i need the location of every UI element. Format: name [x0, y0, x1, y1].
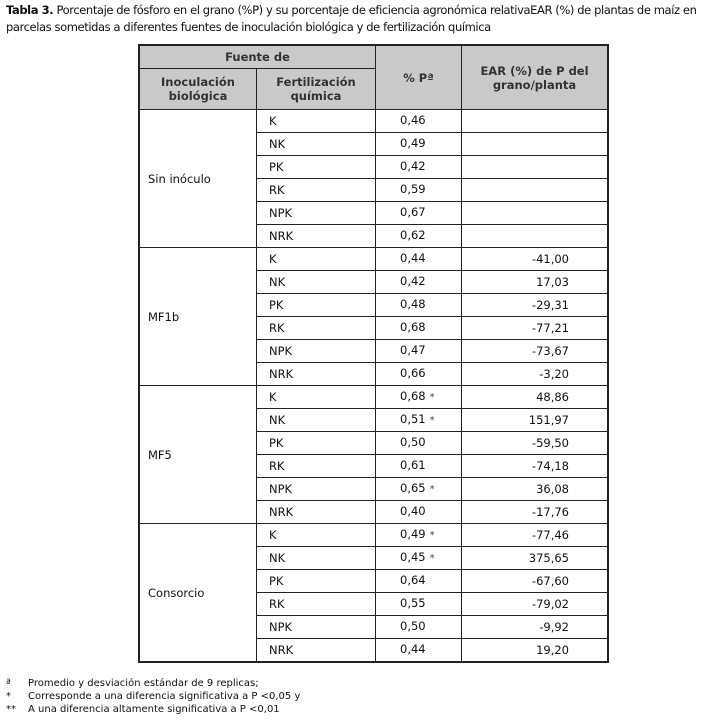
fertilizacion-cell: NPK: [257, 478, 376, 501]
ear-cell: -17,76: [462, 501, 609, 524]
ear-cell: -79,02: [462, 593, 609, 616]
p-value: 0,51: [400, 412, 426, 426]
p-value: 0,68: [400, 389, 426, 403]
header-ear: EAR (%) de P del grano/planta: [462, 45, 609, 110]
fertilizacion-cell: RK: [257, 593, 376, 616]
p-value: 0,68: [400, 320, 426, 334]
p-value: 0,67: [400, 205, 426, 219]
p-value: 0,44: [400, 251, 426, 265]
fertilizacion-cell: K: [257, 386, 376, 409]
p-value: 0,42: [400, 159, 426, 173]
p-value: 0,66: [400, 366, 426, 380]
header-p: % Pª: [376, 45, 462, 110]
footnote-symbol: **: [6, 704, 16, 715]
p-cell: [376, 133, 462, 156]
data-table: [138, 44, 609, 663]
footnote-symbol: ª: [6, 678, 11, 689]
p-value: 0,65: [400, 481, 426, 495]
fertilizacion-cell: NK: [257, 133, 376, 156]
group-name: Consorcio: [139, 524, 257, 663]
fertilizacion-cell: NRK: [257, 639, 376, 663]
p-value: 0,61: [400, 458, 426, 472]
p-cell: [376, 110, 462, 133]
p-cell: [376, 478, 462, 501]
fertilizacion-cell: RK: [257, 317, 376, 340]
p-value: 0,62: [400, 228, 426, 242]
ear-cell: [462, 202, 609, 225]
footnote-text: A una diferencia altamente significativa a P <0,01: [28, 704, 280, 715]
fertilizacion-cell: NRK: [257, 363, 376, 386]
ear-cell: 151,97: [462, 409, 609, 432]
ear-cell: -77,46: [462, 524, 609, 547]
ear-cell: -59,50: [462, 432, 609, 455]
table-row: [139, 110, 608, 133]
p-cell: [376, 271, 462, 294]
p-cell: [376, 294, 462, 317]
ear-cell: [462, 225, 609, 248]
p-value: 0,59: [400, 182, 426, 196]
fertilizacion-cell: PK: [257, 294, 376, 317]
footnote: [6, 703, 709, 716]
p-value: 0,49: [400, 136, 426, 150]
fertilizacion-cell: K: [257, 248, 376, 271]
p-value: 0,45: [400, 550, 426, 564]
ear-cell: 36,08: [462, 478, 609, 501]
ear-cell: [462, 110, 609, 133]
footnotes: [6, 677, 709, 716]
footnote-text: Corresponde a una diferencia significativa a P <0,05 y: [28, 691, 301, 702]
group-name: MF1b: [139, 248, 257, 386]
fertilizacion-cell: PK: [257, 570, 376, 593]
p-cell: [376, 455, 462, 478]
significance-mark: *: [429, 415, 435, 426]
fertilizacion-cell: NK: [257, 547, 376, 570]
fertilizacion-cell: K: [257, 110, 376, 133]
fertilizacion-cell: RK: [257, 455, 376, 478]
p-cell: [376, 432, 462, 455]
p-cell: [376, 156, 462, 179]
ear-cell: [462, 156, 609, 179]
p-cell: [376, 409, 462, 432]
p-value: 0,48: [400, 297, 426, 311]
p-value: 0,64: [400, 573, 426, 587]
significance-mark: *: [429, 484, 435, 495]
p-cell: [376, 501, 462, 524]
ear-cell: 48,86: [462, 386, 609, 409]
fertilizacion-cell: K: [257, 524, 376, 547]
fertilizacion-cell: NPK: [257, 616, 376, 639]
fertilizacion-cell: NK: [257, 271, 376, 294]
header-fuente: Fuente de: [139, 45, 376, 69]
fertilizacion-cell: NRK: [257, 501, 376, 524]
p-cell: [376, 639, 462, 663]
table-row: [139, 386, 608, 409]
ear-cell: -67,60: [462, 570, 609, 593]
p-cell: [376, 202, 462, 225]
p-value: 0,47: [400, 343, 426, 357]
footnote-text: Promedio y desviación estándar de 9 replicas;: [28, 678, 259, 689]
p-value: 0,46: [400, 113, 426, 127]
group-name: MF5: [139, 386, 257, 524]
ear-cell: 375,65: [462, 547, 609, 570]
ear-cell: -73,67: [462, 340, 609, 363]
fertilizacion-cell: NPK: [257, 202, 376, 225]
p-value: 0,50: [400, 435, 426, 449]
table-row: [139, 524, 608, 547]
fertilizacion-cell: NRK: [257, 225, 376, 248]
p-cell: [376, 340, 462, 363]
table-row: [139, 248, 608, 271]
p-cell: [376, 225, 462, 248]
p-cell: [376, 616, 462, 639]
significance-mark: *: [429, 553, 435, 564]
caption-label: Tabla 3.: [6, 3, 54, 17]
ear-cell: [462, 179, 609, 202]
ear-cell: -9,92: [462, 616, 609, 639]
ear-cell: 19,20: [462, 639, 609, 663]
fertilizacion-cell: PK: [257, 156, 376, 179]
p-value: 0,50: [400, 619, 426, 633]
ear-cell: -77,21: [462, 317, 609, 340]
fertilizacion-cell: RK: [257, 179, 376, 202]
p-cell: [376, 363, 462, 386]
significance-mark: *: [429, 530, 435, 541]
p-cell: [376, 547, 462, 570]
p-cell: [376, 386, 462, 409]
p-value: 0,42: [400, 274, 426, 288]
ear-cell: -29,31: [462, 294, 609, 317]
p-cell: [376, 570, 462, 593]
ear-cell: [462, 133, 609, 156]
fertilizacion-cell: NPK: [257, 340, 376, 363]
ear-cell: -74,18: [462, 455, 609, 478]
p-value: 0,44: [400, 642, 426, 656]
significance-mark: *: [429, 392, 435, 403]
ear-cell: 17,03: [462, 271, 609, 294]
ear-cell: -3,20: [462, 363, 609, 386]
group-name: Sin inóculo: [139, 110, 257, 248]
p-cell: [376, 248, 462, 271]
p-value: 0,49: [400, 527, 426, 541]
fertilizacion-cell: PK: [257, 432, 376, 455]
footnote: [6, 677, 709, 690]
header-inoculacion: Inoculación biológica: [139, 69, 257, 110]
p-value: 0,55: [400, 596, 426, 610]
header-fertilizacion: Fertilización química: [257, 69, 376, 110]
p-cell: [376, 593, 462, 616]
table-caption: [6, 2, 705, 36]
p-value: 0,40: [400, 504, 426, 518]
p-cell: [376, 179, 462, 202]
fertilizacion-cell: NK: [257, 409, 376, 432]
footnote-symbol: *: [6, 691, 11, 702]
caption-text: Porcentaje de fósforo en el grano (%P) y su porcentaje de eficiencia agronómica relativaEAR (%) de plantas de maíz en parcelas sometidas a diferentes fuentes de inoculación biológica y de fertilización química: [6, 3, 697, 34]
footnote: [6, 690, 709, 703]
p-cell: [376, 317, 462, 340]
ear-cell: -41,00: [462, 248, 609, 271]
p-cell: [376, 524, 462, 547]
